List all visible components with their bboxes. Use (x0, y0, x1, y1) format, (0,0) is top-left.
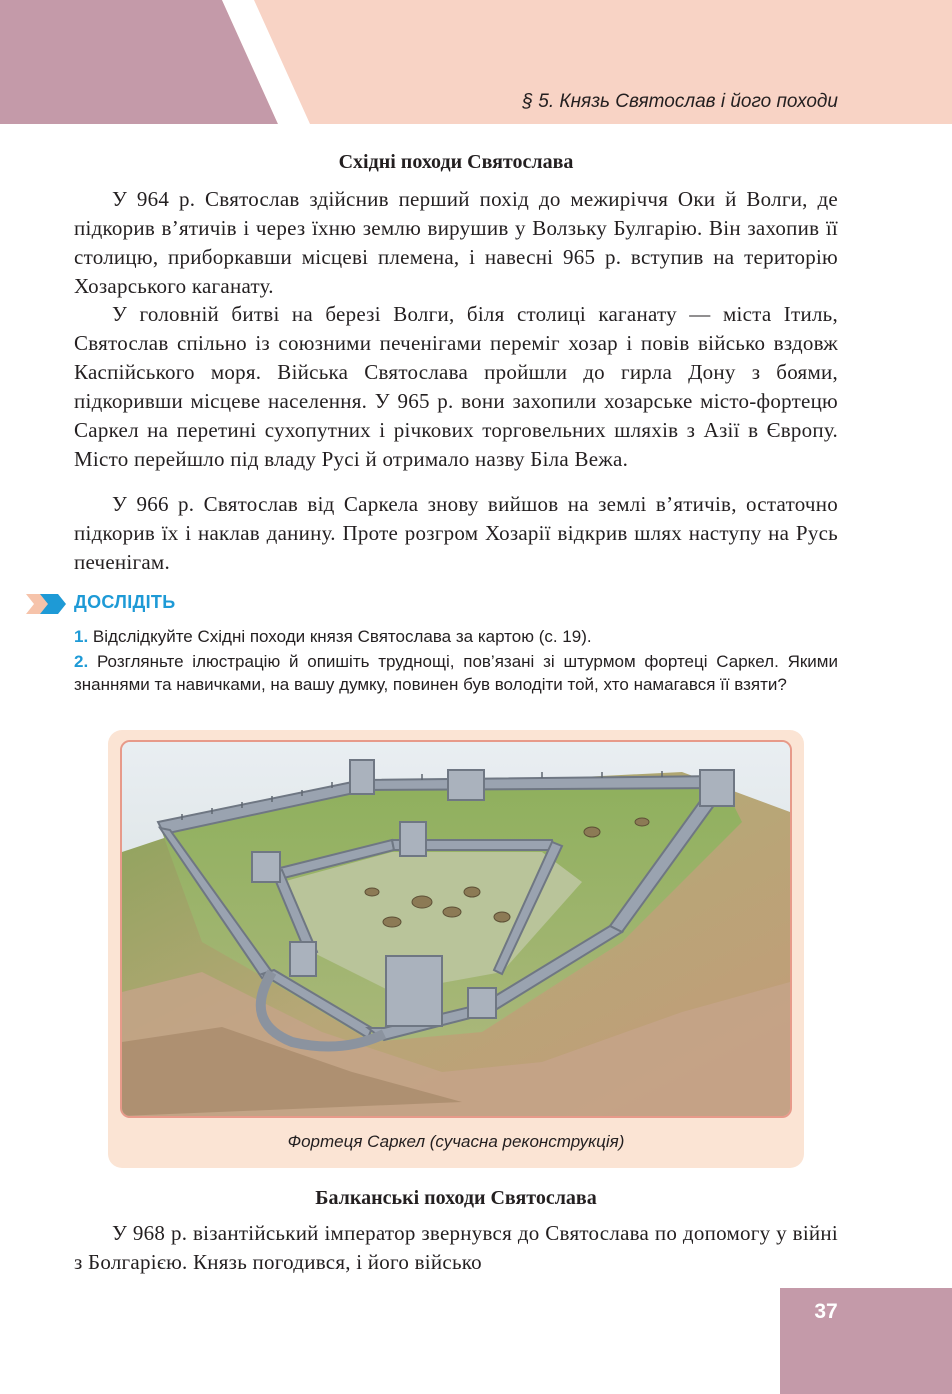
task-text: Розгляньте ілюстрацію й опишіть труднощі, пов’язані зі штурмом фортеці Саркел. Якими знаннями та навичками, на вашу думку, повинен був володіти той, хто намагався її взяти? (74, 652, 838, 694)
paragraph-balkan-1: У 968 р. візантійський імператор звернувся до Святослава по допомогу у війні з Болгарією. Князь погодився, і його військо (74, 1221, 838, 1274)
chapter-title: § 5. Князь Святослав і його походи (522, 91, 838, 112)
figure-caption: Фортеця Саркел (сучасна реконструкція) (287, 1132, 625, 1151)
paragraph-east-1: У 964 р. Святослав здійснив перший похід до межиріччя Оки й Волги, де підкорив в’ятичів і через їхню землю вирушив у Волзьку Булгарію. Він захопив її столицю, приборкавши місцеві племена, і навесні 965 р. вступив на територію Хозарського каганату. (74, 187, 838, 298)
task-number: 2. (74, 652, 89, 671)
page-number-box (780, 1288, 952, 1394)
page-number: 37 (814, 1300, 838, 1323)
task-number: 1. (74, 627, 89, 646)
explore-task-1 (74, 625, 838, 648)
section-heading-east: Східні походи Святослава (338, 151, 574, 173)
explore-heading: ДОСЛІДІТЬ (74, 592, 176, 612)
task-text: Відслідкуйте Східні походи князя Святослава за картою (с. 19). (92, 627, 592, 646)
figure-frame (108, 730, 804, 1168)
paragraph-east-3: У 966 р. Святослав від Саркела знову вийшов на землі в’ятичів, остаточно підкорив їх і наклав данину. Проте розгром Хозарії відкрив шлях наступу на Русь печенігам. (74, 492, 838, 574)
explore-task-2 (74, 650, 838, 696)
header-decorative-band (0, 0, 310, 124)
explore-arrow-icon (26, 592, 66, 616)
paragraph-east-2: У головній битві на березі Волги, біля столиці каганату — міста Ітиль, Святослав спільно із союзними печенігами переміг хозар і повів військо вздовж Каспійського моря. Війська Святослава пройшли до гирла Дону з боями, підкоривши місцеве населення. У 965 р. вони захопили хозарське місто-фортецю Саркел на перетині сухопутних і річкових торговельних шляхів з Азії в Європу. Місто перейшло під владу Русі й отримало назву Біла Вежа. (74, 302, 838, 471)
sarkel-fortress-illustration (120, 740, 792, 1118)
page-header (0, 0, 952, 124)
section-heading-balkan: Балканські походи Святослава (315, 1187, 597, 1209)
